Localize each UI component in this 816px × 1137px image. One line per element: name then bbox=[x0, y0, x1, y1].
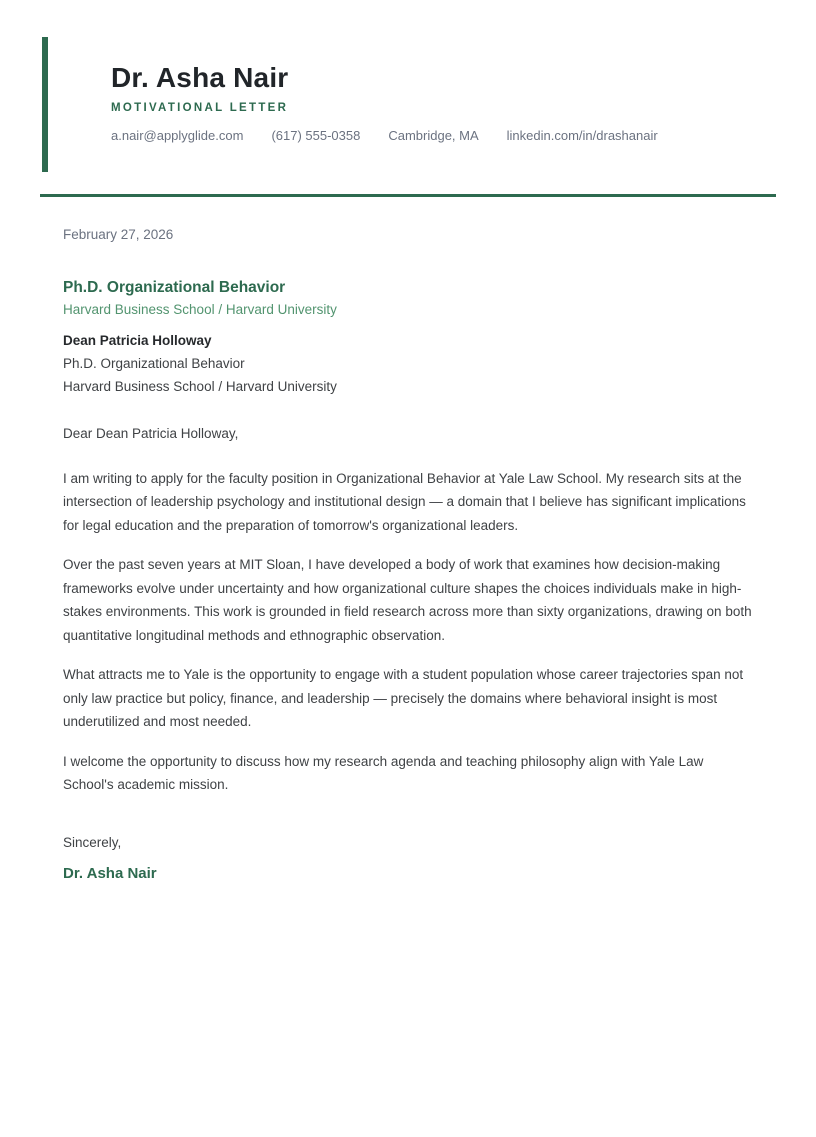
body-paragraph: What attracts me to Yale is the opportunity to engage with a student population whose career trajectories span not only law practice but policy, finance, and leadership — precisely the domains where behavioral insight is most underutilized and most needed. bbox=[63, 667, 744, 729]
page bbox=[0, 37, 816, 1137]
contact-email: a.nair@applyglide.com bbox=[111, 128, 244, 143]
position-title: Ph.D. Organizational Behavior bbox=[63, 279, 286, 296]
recipient-name: Dean Patricia Holloway bbox=[63, 333, 212, 348]
letter-header bbox=[42, 37, 776, 172]
salutation: Dear Dean Patricia Holloway, bbox=[63, 426, 239, 441]
contact-row bbox=[111, 128, 658, 143]
contact-linkedin: linkedin.com/in/drashanair bbox=[506, 128, 658, 143]
letter-body bbox=[0, 228, 816, 883]
contact-location: Cambridge, MA bbox=[388, 128, 479, 143]
body-paragraph: I am writing to apply for the faculty position in Organizational Behavior at Yale Law School. My research sits at the intersection of leadership psychology and institutional design — a domain that I believe has significant implications for legal education and the preparation of tomorrow's organizational leaders. bbox=[63, 470, 746, 533]
closing: Sincerely, bbox=[63, 834, 122, 850]
contact-phone: (617) 555-0358 bbox=[271, 128, 361, 143]
recipient-block bbox=[63, 329, 753, 398]
position-organization: Harvard Business School / Harvard University bbox=[63, 302, 337, 317]
header-divider bbox=[40, 194, 776, 197]
body-paragraph: Over the past seven years at MIT Sloan, I have developed a body of work that examines how decision-making frameworks evolve under uncertainty and how organizational culture shapes the choices individuals make in high-stakes environments. This work is grounded in field research across more than sixty organizations, drawing on both quantitative longitudinal methods and ethnographic observation. bbox=[63, 557, 752, 643]
page-title: Dr. Asha Nair bbox=[111, 62, 289, 93]
body-paragraph: I welcome the opportunity to discuss how my research agenda and teaching philosophy align with Yale Law School's academic mission. bbox=[63, 753, 704, 792]
recipient-organization: Harvard Business School / Harvard University bbox=[63, 379, 337, 394]
recipient-role: Ph.D. Organizational Behavior bbox=[63, 356, 245, 371]
header-content bbox=[48, 37, 658, 172]
date-text: February 27, 2026 bbox=[63, 227, 174, 242]
signature-name: Dr. Asha Nair bbox=[63, 865, 157, 882]
doc-type-label: MOTIVATIONAL LETTER bbox=[111, 102, 289, 114]
